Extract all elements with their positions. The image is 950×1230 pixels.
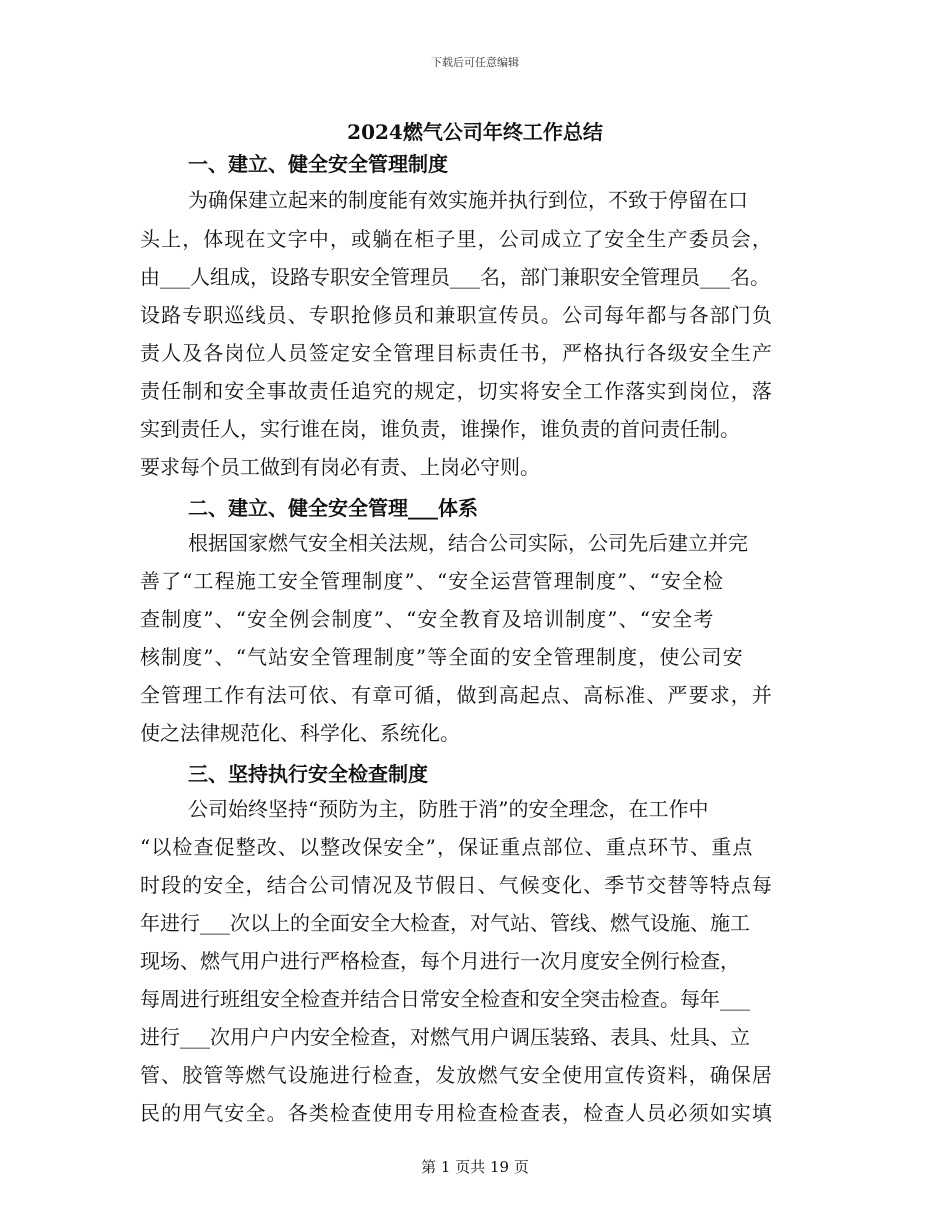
paragraph-line: 时段的安全，结合公司情况及节假日、气候变化、季节交替等特点每 [140,873,773,897]
paragraph-line: 进行___次用户户内安全检查，对燃气用户调压装臵、表具、灶具、立 [140,1025,750,1049]
section-heading-2: 二、建立、健全安全管理___体系 [188,496,478,520]
page-number: 第 1 页共 19 页 [421,1158,529,1176]
section-heading-3: 三、坚持执行安全检查制度 [188,762,428,786]
paragraph-line: 使之法律规范化、科学化、系统化。 [140,721,460,745]
paragraph-line: 为确保建立起来的制度能有效实施并执行到位，不致于停留在口 [188,188,748,212]
paragraph-line: 现场、燃气用户进行严格检查，每个月进行一次月度安全例行检查， [140,949,740,973]
paragraph-line: 责人及各岗位人员签定安全管理目标责任书，严格执行各级安全生产 [140,341,773,365]
paragraph-line: 设路专职巡线员、专职抢修员和兼职宣传员。公司每年都与各部门负 [140,303,773,327]
paragraph-line: 善了“工程施工安全管理制度”、“安全运营管理制度”、“安全检 [140,569,725,593]
paragraph-line: 公司始终坚持“预防为主，防胜于消”的安全理念，在工作中 [188,797,709,821]
paragraph-line: 核制度”、“气站安全管理制度”等全面的安全管理制度，使公司安 [140,645,744,669]
paragraph-line: 根据国家燃气安全相关法规，结合公司实际，公司先后建立并完 [188,531,748,555]
paragraph-line: 民的用气安全。各类检查使用专用检查检查表，检查人员必须如实填 [140,1101,773,1125]
paragraph-line: 全管理工作有法可依、有章可循，做到高起点、高标准、严要求，并 [140,683,773,707]
paragraph-line: 要求每个员工做到有岗必有责、上岗必守则。 [140,455,540,479]
paragraph-line: 责任制和安全事故责任追究的规定，切实将安全工作落实到岗位，落 [140,379,773,403]
paragraph-line: 查制度”、“安全例会制度”、“安全教育及培训制度”、“安全考 [140,607,715,631]
paragraph-line: 由___人组成，设路专职安全管理员___名，部门兼职安全管理员___名。 [140,265,770,289]
document-title: 2024燃气公司年终工作总结 [347,120,603,144]
paragraph-line: 每周进行班组安全检查并结合日常安全检查和安全突击检查。每年___ [140,987,750,1011]
paragraph-line: 实到责任人，实行谁在岗，谁负责，谁操作，谁负责的首问责任制。 [140,417,740,441]
paragraph-line: “以检查促整改、以整改保安全”，保证重点部位、重点环节、重点 [140,835,754,859]
page-header-note: 下载后可任意编辑 [431,56,519,69]
paragraph-line: 年进行___次以上的全面安全大检查，对气站、管线、燃气设施、施工 [140,911,750,935]
paragraph-line: 头上，体现在文字中，或躺在柜子里，公司成立了安全生产委员会， [140,227,773,251]
section-heading-1: 一、建立、健全安全管理制度 [188,152,448,176]
paragraph-line: 管、胶管等燃气设施进行检查，发放燃气安全使用宣传资料，确保居 [140,1063,773,1087]
